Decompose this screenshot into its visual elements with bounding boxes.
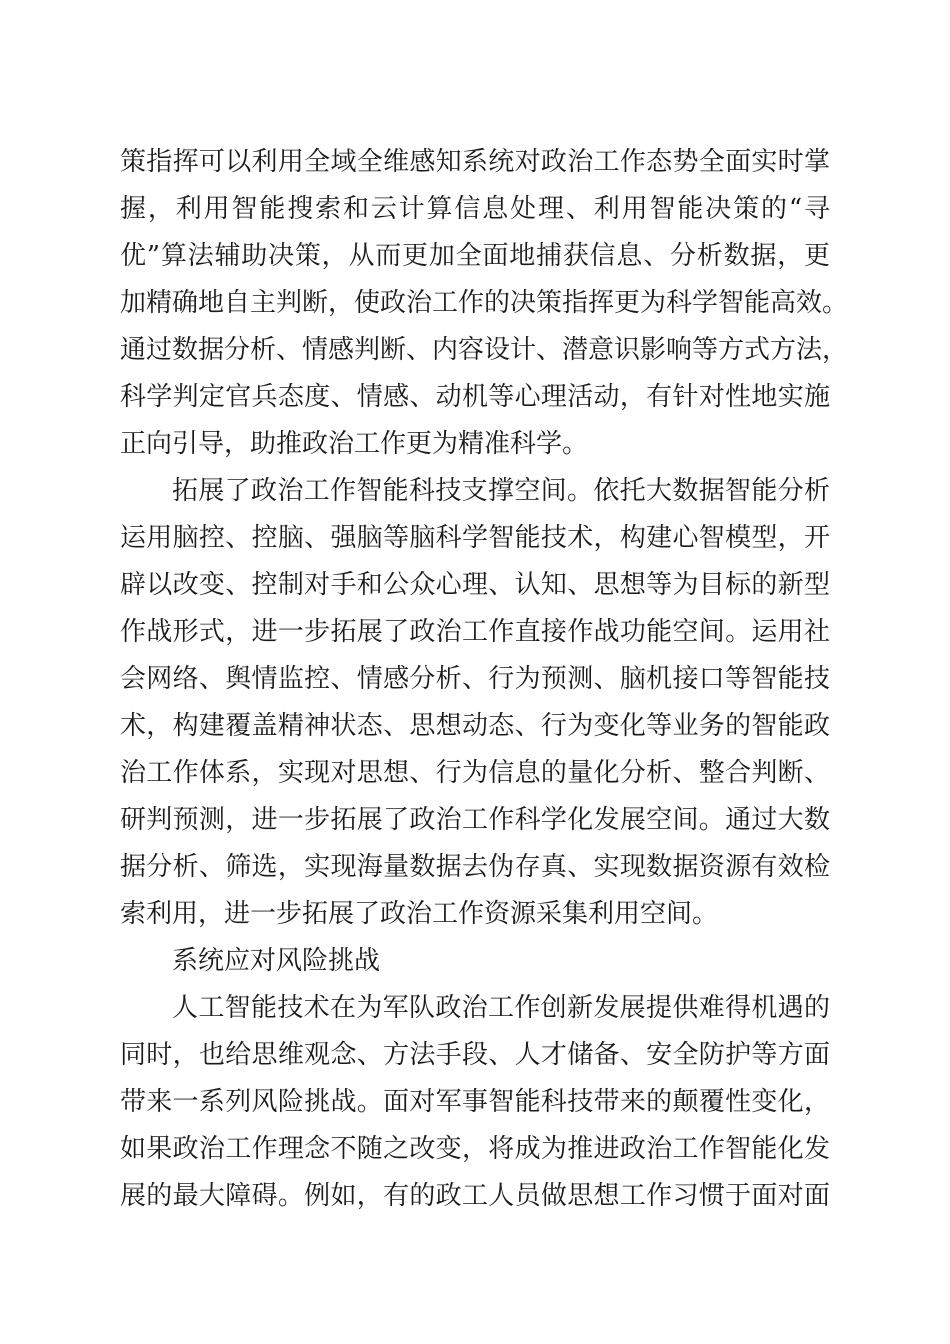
paragraph-first-line: 拓展了政治工作智能科技支撑空间。依托大数据智能分析 <box>172 476 830 506</box>
text-line: 通过数据分析、情感判断、内容设计、潜意识影响等方式方法， <box>120 335 849 365</box>
text-line: 据分析、筛选，实现海量数据去伪存真、实现数据资源有效检 <box>120 852 830 882</box>
text-line: 握，利用智能搜索和云计算信息处理、利用智能决策的“寻 <box>120 194 830 224</box>
text-line: 正向引导，助推政治工作更为精准科学。 <box>120 429 589 459</box>
paragraph-first-line: 人工智能技术在为军队政治工作创新发展提供难得机遇的 <box>172 993 830 1023</box>
text-line: 同时，也给思维观念、方法手段、人才储备、安全防护等方面 <box>120 1040 830 1070</box>
text-line: 如果政治工作理念不随之改变，将成为推进政治工作智能化发 <box>120 1134 830 1164</box>
text-line: 治工作体系，实现对思想、行为信息的量化分析、整合判断、 <box>120 758 830 788</box>
text-line: 加精确地自主判断，使政治工作的决策指挥更为科学智能高效。 <box>120 288 849 318</box>
text-line: 辟以改变、控制对手和公众心理、认知、思想等为目标的新型 <box>120 570 830 600</box>
text-line: 优”算法辅助决策，从而更加全面地捕获信息、分析数据，更 <box>120 241 830 271</box>
text-line: 运用脑控、控脑、强脑等脑科学智能技术，构建心智模型，开 <box>120 523 830 553</box>
text-line: 研判预测，进一步拓展了政治工作科学化发展空间。通过大数 <box>120 805 830 835</box>
text-line: 作战形式，进一步拓展了政治工作直接作战功能空间。运用社 <box>120 617 830 647</box>
text-line: 展的最大障碍。例如，有的政工人员做思想工作习惯于面对面 <box>120 1181 830 1211</box>
text-line: 会网络、舆情监控、情感分析、行为预测、脑机接口等智能技 <box>120 664 830 694</box>
section-heading: 系统应对风险挑战 <box>172 946 381 976</box>
text-line: 索利用，进一步拓展了政治工作资源采集利用空间。 <box>120 899 719 929</box>
text-line: 术，构建覆盖精神状态、思想动态、行为变化等业务的智能政 <box>120 711 830 741</box>
text-line: 科学判定官兵态度、情感、动机等心理活动，有针对性地实施 <box>120 382 830 412</box>
text-line: 带来一系列风险挑战。面对军事智能科技带来的颠覆性变化， <box>120 1087 830 1117</box>
text-line: 策指挥可以利用全域全维感知系统对政治工作态势全面实时掌 <box>120 147 830 177</box>
